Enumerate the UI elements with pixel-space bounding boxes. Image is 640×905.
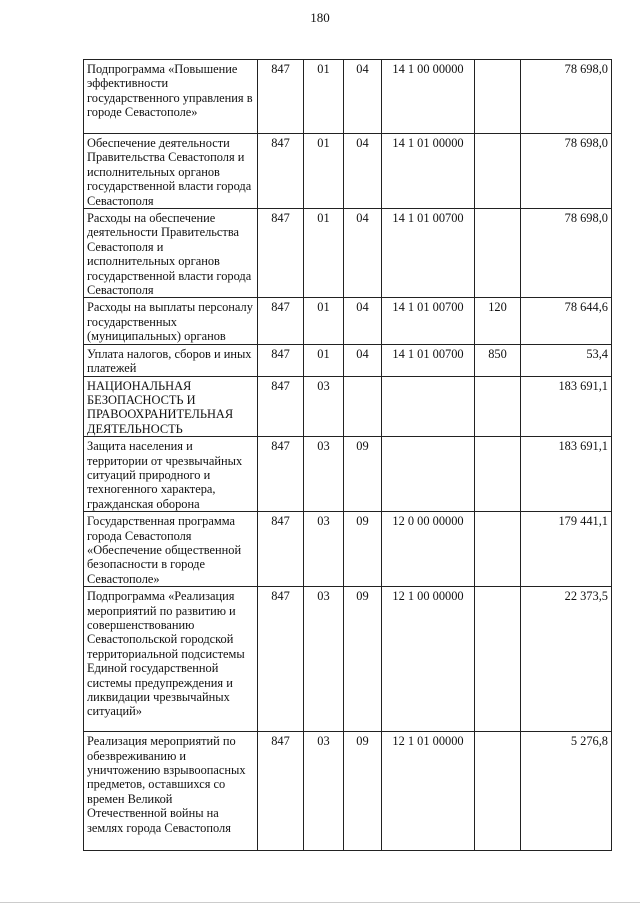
subsection-code-cell: 04: [344, 209, 382, 298]
table-row: [84, 60, 612, 134]
page-number: 180: [310, 10, 330, 25]
row-name-cell: Обеспечение деятельности Правительства Севастополя и исполнительных органов государственной власти города Севастополя: [84, 134, 258, 209]
table-row: [84, 298, 612, 344]
amount-cell: 183 691,1: [521, 376, 612, 437]
row-name-cell: НАЦИОНАЛЬНАЯ БЕЗОПАСНОСТЬ И ПРАВООХРАНИТЕЛЬНАЯ ДЕЯТЕЛЬНОСТЬ: [84, 376, 258, 437]
ministry-code-cell: 847: [258, 376, 304, 437]
expense-type-cell: 850: [475, 344, 521, 376]
section-code-cell: 03: [304, 732, 344, 851]
expense-type-cell: [475, 376, 521, 437]
row-name-cell: Уплата налогов, сборов и иных платежей: [84, 344, 258, 376]
table-row: [84, 732, 612, 851]
subsection-code-cell: 04: [344, 60, 382, 134]
target-article-cell: 14 1 01 00700: [382, 344, 475, 376]
table-row: [84, 437, 612, 512]
subsection-code-cell: 04: [344, 298, 382, 344]
row-name-cell: Подпрограмма «Повышение эффективности государственного управления в городе Севастополе»: [84, 60, 258, 134]
section-code-cell: 01: [304, 60, 344, 134]
expense-type-cell: [475, 732, 521, 851]
row-name-cell: Подпрограмма «Реализация мероприятий по развитию и совершенствованию Севастопольской городской территориальной подсистемы Единой государственной системы предупреждения и ликвидации чрезвычайных ситуаций»: [84, 587, 258, 732]
expense-type-cell: 120: [475, 298, 521, 344]
amount-cell: 179 441,1: [521, 512, 612, 587]
table-row: [84, 587, 612, 732]
expense-type-cell: [475, 134, 521, 209]
section-code-cell: 03: [304, 587, 344, 732]
section-code-cell: 01: [304, 298, 344, 344]
scan-edge: [0, 902, 640, 903]
target-article-cell: 14 1 01 00000: [382, 134, 475, 209]
ministry-code-cell: 847: [258, 437, 304, 512]
subsection-code-cell: 09: [344, 587, 382, 732]
ministry-code-cell: 847: [258, 587, 304, 732]
row-name-cell: Расходы на выплаты персоналу государственных (муниципальных) органов: [84, 298, 258, 344]
table-row: [84, 209, 612, 298]
ministry-code-cell: 847: [258, 344, 304, 376]
section-code-cell: 01: [304, 209, 344, 298]
row-name-cell: Защита населения и территории от чрезвычайных ситуаций природного и техногенного характера, гражданская оборона: [84, 437, 258, 512]
target-article-cell: 12 0 00 00000: [382, 512, 475, 587]
amount-cell: 183 691,1: [521, 437, 612, 512]
target-article-cell: [382, 437, 475, 512]
target-article-cell: [382, 376, 475, 437]
ministry-code-cell: 847: [258, 60, 304, 134]
section-code-cell: 01: [304, 134, 344, 209]
section-code-cell: 03: [304, 437, 344, 512]
subsection-code-cell: 04: [344, 134, 382, 209]
ministry-code-cell: 847: [258, 512, 304, 587]
subsection-code-cell: 09: [344, 437, 382, 512]
table-row: [84, 344, 612, 376]
section-code-cell: 03: [304, 376, 344, 437]
subsection-code-cell: 09: [344, 512, 382, 587]
table-row: [84, 376, 612, 437]
row-name-cell: Государственная программа города Севастополя «Обеспечение общественной безопасности в городе Севастополе»: [84, 512, 258, 587]
subsection-code-cell: 04: [344, 344, 382, 376]
target-article-cell: 14 1 00 00000: [382, 60, 475, 134]
target-article-cell: 14 1 01 00700: [382, 298, 475, 344]
target-article-cell: 12 1 01 00000: [382, 732, 475, 851]
row-name-cell: Реализация мероприятий по обезвреживанию и уничтожению взрывоопасных предметов, оставшихся со времен Великой Отечественной войны на землях города Севастополя: [84, 732, 258, 851]
amount-cell: 22 373,5: [521, 587, 612, 732]
expense-type-cell: [475, 437, 521, 512]
table-row: [84, 134, 612, 209]
ministry-code-cell: 847: [258, 732, 304, 851]
table-row: [84, 512, 612, 587]
budget-table: [83, 59, 612, 851]
expense-type-cell: [475, 587, 521, 732]
ministry-code-cell: 847: [258, 298, 304, 344]
amount-cell: 78 698,0: [521, 60, 612, 134]
amount-cell: 53,4: [521, 344, 612, 376]
subsection-code-cell: [344, 376, 382, 437]
section-code-cell: 01: [304, 344, 344, 376]
target-article-cell: 14 1 01 00700: [382, 209, 475, 298]
target-article-cell: 12 1 00 00000: [382, 587, 475, 732]
expense-type-cell: [475, 512, 521, 587]
amount-cell: 78 644,6: [521, 298, 612, 344]
amount-cell: 5 276,8: [521, 732, 612, 851]
ministry-code-cell: 847: [258, 134, 304, 209]
amount-cell: 78 698,0: [521, 134, 612, 209]
section-code-cell: 03: [304, 512, 344, 587]
row-name-cell: Расходы на обеспечение деятельности Правительства Севастополя и исполнительных органов государственной власти города Севастополя: [84, 209, 258, 298]
ministry-code-cell: 847: [258, 209, 304, 298]
expense-type-cell: [475, 209, 521, 298]
amount-cell: 78 698,0: [521, 209, 612, 298]
expense-type-cell: [475, 60, 521, 134]
subsection-code-cell: 09: [344, 732, 382, 851]
